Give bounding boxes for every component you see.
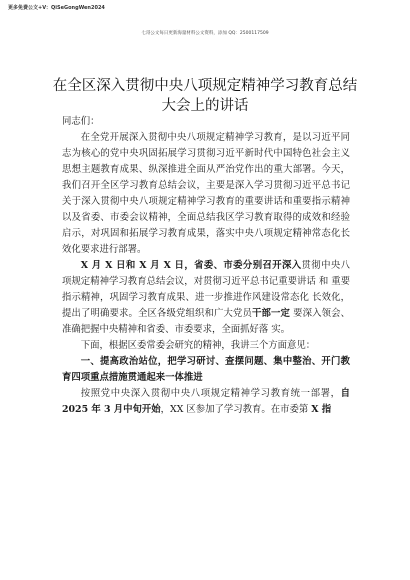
watermark: 更多免费公文+V：QiSeGongWen2024 xyxy=(8,5,105,11)
paragraph-2-bold-1: X 月 X 日和 X 月 X 日，省委、市委分别召开深入 xyxy=(80,260,302,271)
paragraph-2-text-2: 要深入领会、准确把握中央精神和省委、市委要求，全面抓好落 实。 xyxy=(62,308,350,335)
paragraph-4-text-2: ，XX 区参加了学习教育。在市委第 xyxy=(160,404,312,415)
document-body xyxy=(62,114,350,418)
paragraph-4-bold-1: 自 2025 年 3 月中旬开始 xyxy=(62,388,350,415)
page-title: 在全区深入贯彻中央八项规定精神学习教育总结大会上的讲话 xyxy=(52,78,358,114)
paragraph-2 xyxy=(62,258,350,338)
header-note: 七哥公文每日更新海量材料公文资料，添加 QQ：2500117509 xyxy=(141,31,269,36)
paragraph-3: 下面，根据区委常委会研究的精神，我讲三个方面意见： xyxy=(80,340,316,351)
paragraph-4-text-1: 按照党中央深入贯彻中央八项规定精神学习教育统一部署， xyxy=(80,388,341,399)
paragraph-1: 在全党开展深入贯彻中央八项规定精神学习教育，是以习近平同志为核心的党中央巩固拓展学习贯彻习近平新时代中国特色社会主义思想主题教育成果、纵深推进全面从严治党作出的重大部署。今天，我们召开全区学习教育总结会议，主要是深入学习贯彻习近平总书记关于深入贯彻中央八项规定精神学习教育的重要讲话和重要指示精神以及省委、市委会议精神，全面总结我区学习教育取得的成效和经验启示，对巩固和拓展学习教育成果，落实中央八项规定精神常态化长效化要求进行部署。 xyxy=(62,132,350,255)
section-heading-1: 一、提高政治站位，把学习研讨、查摆问题、集中整治、开门教育四项重点措施贯通起来一体推进 xyxy=(62,356,350,383)
paragraph-4-bold-2: X 指 xyxy=(311,404,332,415)
paragraph-4 xyxy=(62,386,350,418)
paragraph-2-bold-2: 干部一定 xyxy=(252,308,290,319)
salutation: 同志们： xyxy=(62,116,100,127)
paragraph-2-text-1: 贯彻中央八 项规定精神学习教育总结会议，对贯彻习近平总书记重要讲话 和 重要指示精神，巩固学习教育成果、进一步推进作风建设常态化 长效化，提出了明确要求。全区各级党组织和广大党员 xyxy=(62,260,350,319)
